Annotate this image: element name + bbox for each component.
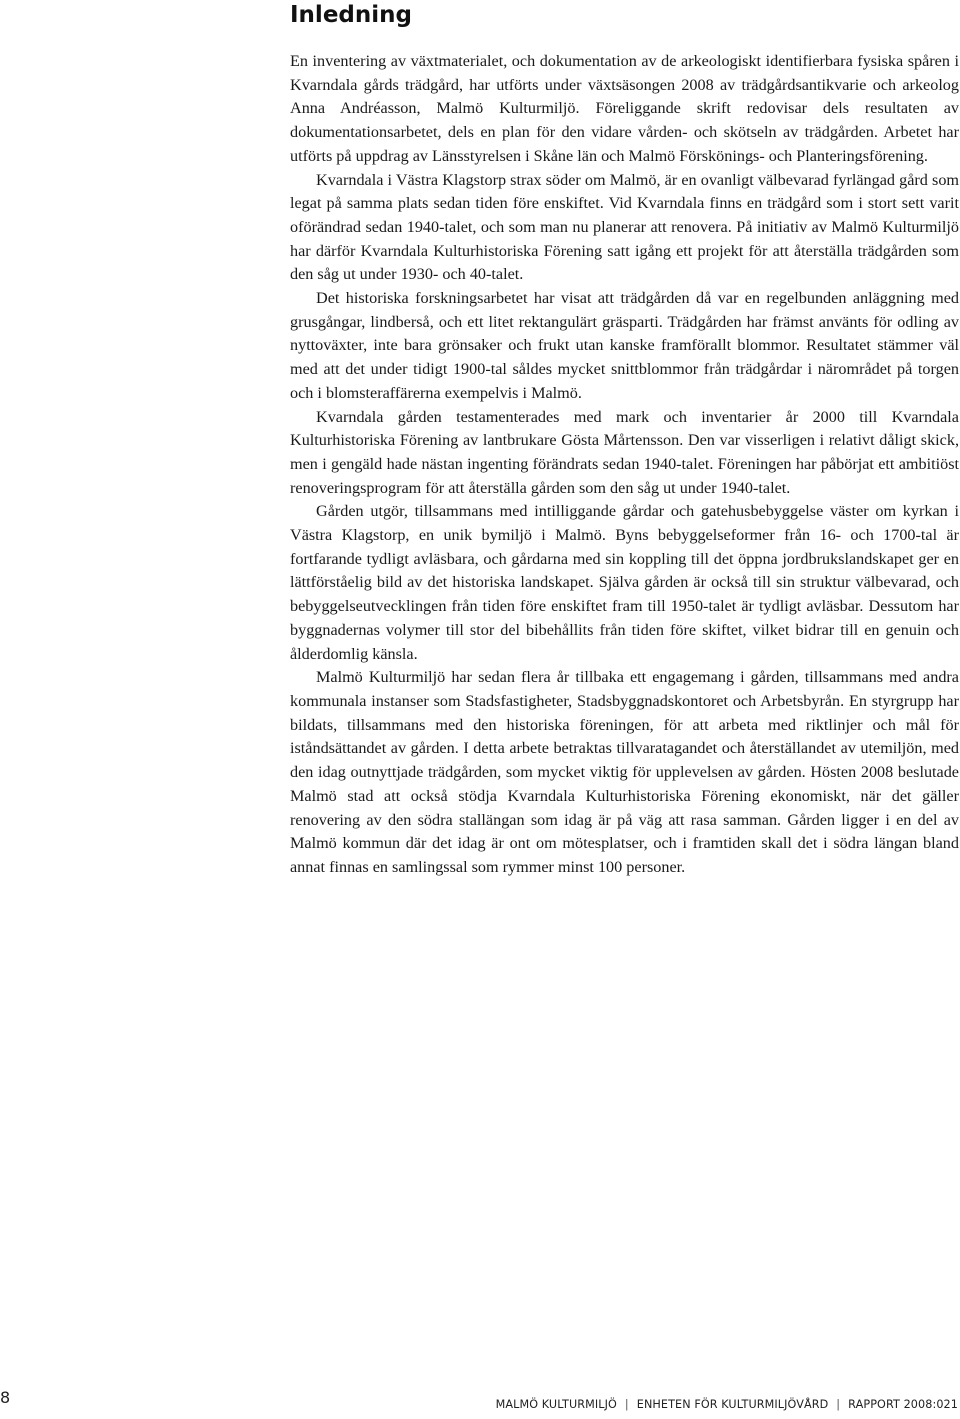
footer-org: MALMÖ KULTURMILJÖ: [495, 1398, 617, 1411]
paragraph-2: Kvarndala i Västra Klagstorp strax söder om Malmö, är en ovanligt välbevarad fyrlängad gård som legat på samma plats sedan tiden före enskiftet. Vid Kvarndala finns en trädgård som i stort sett varit oförändrad sedan 1940-talet, och som man nu planerar att renovera. På initiativ av Malmö Kulturmiljö har därför Kvarndala Kulturhistoriska Förening satt igång ett projekt för att återställa trädgården som den såg ut under 1930- och 40-talet.: [290, 170, 959, 284]
footer-separator: |: [624, 1398, 629, 1411]
footer-unit: ENHETEN FÖR KULTURMILJÖVÅRD: [636, 1398, 829, 1411]
running-footer: [496, 1398, 958, 1411]
paragraph-5: Gården utgör, tillsammans med intilliggande gårdar och gatehusbebyggelse väster om kyrkan i Västra Klagstorp, en unik bymiljö i Malmö. Byns bebyggelseformer från 16- och 1700-tal är fortfarande tydligt avläsbara, och gårdarna med sin koppling till det öppna jordbrukslandskapet ger en lättförståelig bild av det historiska landskapet. Själva gården är också till sin struktur välbevarad, och bebyggelseutvecklingen från tiden före enskiftet fram till 1950-talet är tydligt avläsbar. Dessutom har byggnadernas volymer till stor del bibehållits från tiden före skiftet, vilket bidrar till en genuin och ålderdomlig känsla.: [290, 502, 959, 663]
paragraph-4: Kvarndala gården testamenterades med mark och inventarier år 2000 till Kvarndala Kulturhistoriska Förening av lantbrukare Gösta Mårtensson. Den var visserligen i relativt dåligt skick, men i gengäld hade nästan ingenting förändrats sedan 1940-talet. Föreningen har påbörjat ett ambitiöst renoveringsprogram för att återställa gården som den såg ut under 1940-talet.: [290, 407, 959, 497]
page-number: 8: [0, 1388, 11, 1407]
paragraph-6: Malmö Kulturmiljö har sedan flera år tillbaka ett engagemang i gården, tillsammans med andra kommunala instanser som Stadsfastigheter, Stadsbyggnadskontoret och Arbetsbyrån. En styrgrupp har bildats, tillsammans med den historiska föreningen, för att arbeta med riktlinjer och mål för iståndsättandet av gården. I detta arbete betraktas tillvaratagandet och återställandet av utemiljön, med den idag outnyttjade trädgården, som mycket viktig för upplevelsen av gården. Hösten 2008 beslutade Malmö stad att också stödja Kvarndala Kulturhistoriska Förening ekonomiskt, när det gäller renovering av den södra stallängan som idag är på väg att rasa samman. Gården ligger i en del av Malmö kommun där det idag är ont om mötesplatser, och i framtiden skall det i södra längan bland annat finnas en samlingssal som rymmer minst 100 personer.: [290, 668, 959, 876]
footer-separator: |: [836, 1398, 841, 1411]
page-title: Inledning: [290, 2, 412, 28]
paragraph-3: Det historiska forskningsarbetet har visat att trädgården då var en regelbunden anläggning med grusgångar, lindberså, och ett litet rektangulärt gräsparti. Trädgården har främst använts för odling av nyttoväxter, inte bara grönsaker och frukt utan kanske framförallt blommor. Resultatet stämmer väl med att det under tidigt 1900-tal såldes mycket snittblommor från trädgårdar i närområdet på torgen och i blomsteraffärerna exempelvis i Malmö.: [290, 289, 959, 402]
body-text: [290, 50, 959, 880]
footer-report: RAPPORT 2008:021: [848, 1398, 958, 1411]
paragraph-1: En inventering av växtmaterialet, och dokumentation av de arkeologiskt identifierbara fysiska spåren i Kvarndala gårds trädgård, har utförts under växtsäsongen 2008 av trädgårdsantikvarie och arkeolog Anna Andréasson, Malmö Kulturmiljö. Föreliggande skrift redovisar dels resultaten av dokumentationsarbetet, dels en plan för den vidare vården- och skötseln av trädgården. Arbetet har utförts på uppdrag av Länsstyrelsen i Skåne län och Malmö Förskönings- och Planteringsförening.: [290, 52, 959, 165]
